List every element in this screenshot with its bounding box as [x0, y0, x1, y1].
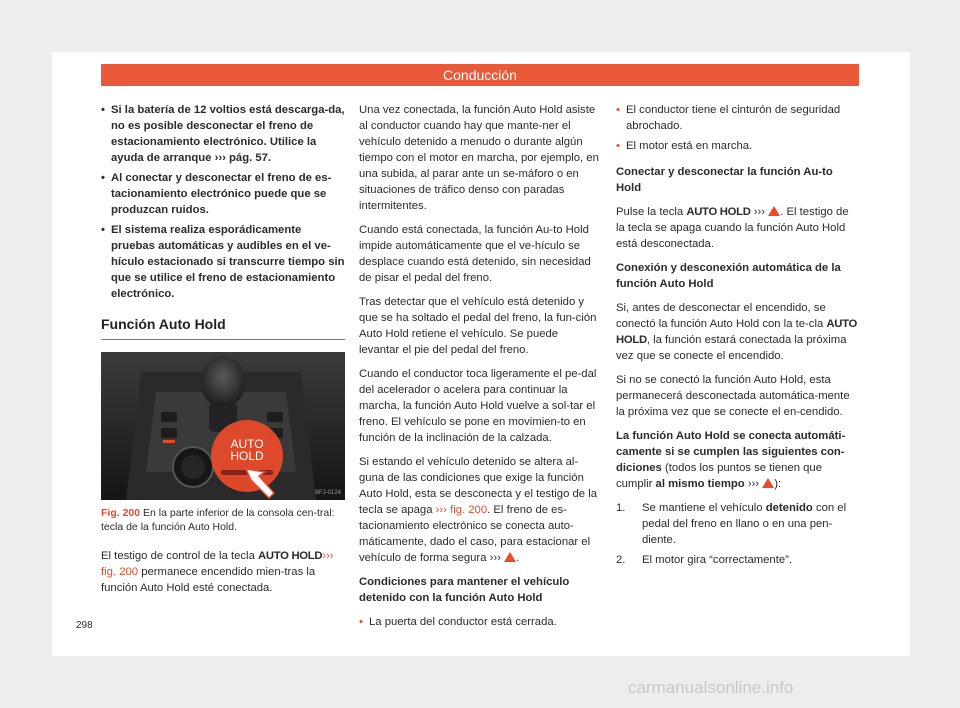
- subheading: Conectar y desconectar la función Au-to Hold: [616, 166, 833, 194]
- figure-reference[interactable]: ››› fig. 200: [101, 550, 334, 578]
- figure-reference[interactable]: ››› fig. 200: [435, 504, 488, 516]
- paragraph: Si no se conectó la función Auto Hold, esta permanecerá desconectada automática-mente la próxima vez que se conecte el en-cendido.: [616, 374, 850, 418]
- paragraph: Una vez conectada, la función Auto Hold asiste al conductor cuando hay que mante-ner el vehículo detenido a menudo o durante algún tiempo con el motor en marcha, por ejemplo, en una subida, al parar ante un se-máforo o en situaciones de tráfico denso con paradas intermitentes.: [359, 104, 599, 212]
- numbered-item: 2. El motor gira “correctamente”.: [616, 554, 793, 566]
- figure-caption: Fig. 200 En la parte inferior de la consola cen-tral: tecla de la función Auto Hold.: [101, 507, 335, 533]
- subheading: Condiciones para mantener el vehículo detenido con la función Auto Hold: [359, 576, 570, 604]
- figure-code: BFJ-0124: [314, 490, 341, 496]
- list-item: • El conductor tiene el cinturón de seguridad abrochado.: [616, 104, 841, 132]
- key-label: AUTO HOLD: [258, 550, 323, 562]
- paragraph: Tras detectar que el vehículo está detenido y que se ha soltado el pedal del freno, la fun-ción Auto Hold retiene el vehículo. Se puede levantar el pie del pedal del freno.: [359, 296, 597, 356]
- note-bullet: • Si la batería de 12 voltios está descarga-da, no es posible desconectar el freno de estacionamiento electrónico. Utilice la ayuda de arranque ››› pág. 57.: [101, 104, 345, 164]
- list-item: • La puerta del conductor está cerrada.: [359, 616, 557, 628]
- paragraph: Pulse la tecla AUTO HOLD ››› . El testigo de la tecla se apaga cuando la función Auto Hold está desconectada.: [616, 206, 849, 250]
- subheading: Conexión y desconexión automática de la función Auto Hold: [616, 262, 841, 290]
- column-2: [359, 102, 601, 634]
- column-3: [616, 102, 860, 572]
- list-item: • El motor está en marcha.: [616, 140, 753, 152]
- paragraph: La función Auto Hold se conecta automáti-camente si se cumplen las siguientes con-diciones (todos los puntos se tienen que cumplir al mismo tiempo ››› ):: [616, 430, 846, 490]
- warning-icon: [762, 478, 774, 488]
- paragraph: Cuando está conectada, la función Au-to Hold impide automáticamente que el ve-hículo se desplace cuando está detenido, sin necesidad de pisar el pedal del freno.: [359, 224, 591, 284]
- paragraph: El testigo de control de la tecla AUTO HOLD››› fig. 200 permanece encendido mien-tras la función Auto Hold esté conectada.: [101, 550, 334, 594]
- note-bullet: • Al conectar y desconectar el freno de es-tacionamiento electrónico puede que se produzcan ruidos.: [101, 172, 332, 216]
- watermark: carmanualsonline.info: [628, 678, 794, 697]
- console-illustration: [101, 352, 345, 500]
- figure-console-image: [101, 352, 345, 500]
- auto-hold-callout: AUTO HOLD: [230, 437, 264, 463]
- paragraph: Cuando el conductor toca ligeramente el pe-dal del acelerador o acelera para continuar la marcha, la función Auto Hold vuelve a sol-tar el freno. El vehículo se pone en movimien-to en función de la inclinación de la calzada.: [359, 368, 597, 444]
- chapter-header: Conducción: [101, 64, 859, 86]
- warning-icon: [504, 552, 516, 562]
- page-number: 298: [76, 620, 93, 631]
- note-bullet: • El sistema realiza esporádicamente pruebas automáticas y audibles en el ve-hículo estacionado si transcurre tiempo sin que se utilice el freno de estacionamiento electrónico.: [101, 224, 345, 300]
- key-label: AUTO HOLD: [616, 318, 857, 346]
- section-title: Función Auto Hold: [101, 316, 345, 340]
- column-1: [101, 102, 345, 306]
- warning-icon: [768, 206, 780, 216]
- paragraph: Si, antes de desconectar el encendido, se conectó la función Auto Hold con la te-cla AUTO HOLD, la función estará conectada la próxima vez que se conecte el encendido.: [616, 302, 857, 362]
- paragraph: Si estando el vehículo detenido se altera al-guna de las condiciones que exige la función Auto Hold, esta se desconecta y el testigo de la tecla se apaga ››› fig. 200. El freno de es-tacionamiento electrónico se conecta auto-máticamente, dado el caso, para estacionar el vehículo de forma segura ››› .: [359, 456, 598, 564]
- key-label: AUTO HOLD: [686, 206, 751, 218]
- numbered-item: 1. Se mantiene el vehículo detenido con el pedal del freno en llano o en una pen-diente.: [616, 502, 847, 546]
